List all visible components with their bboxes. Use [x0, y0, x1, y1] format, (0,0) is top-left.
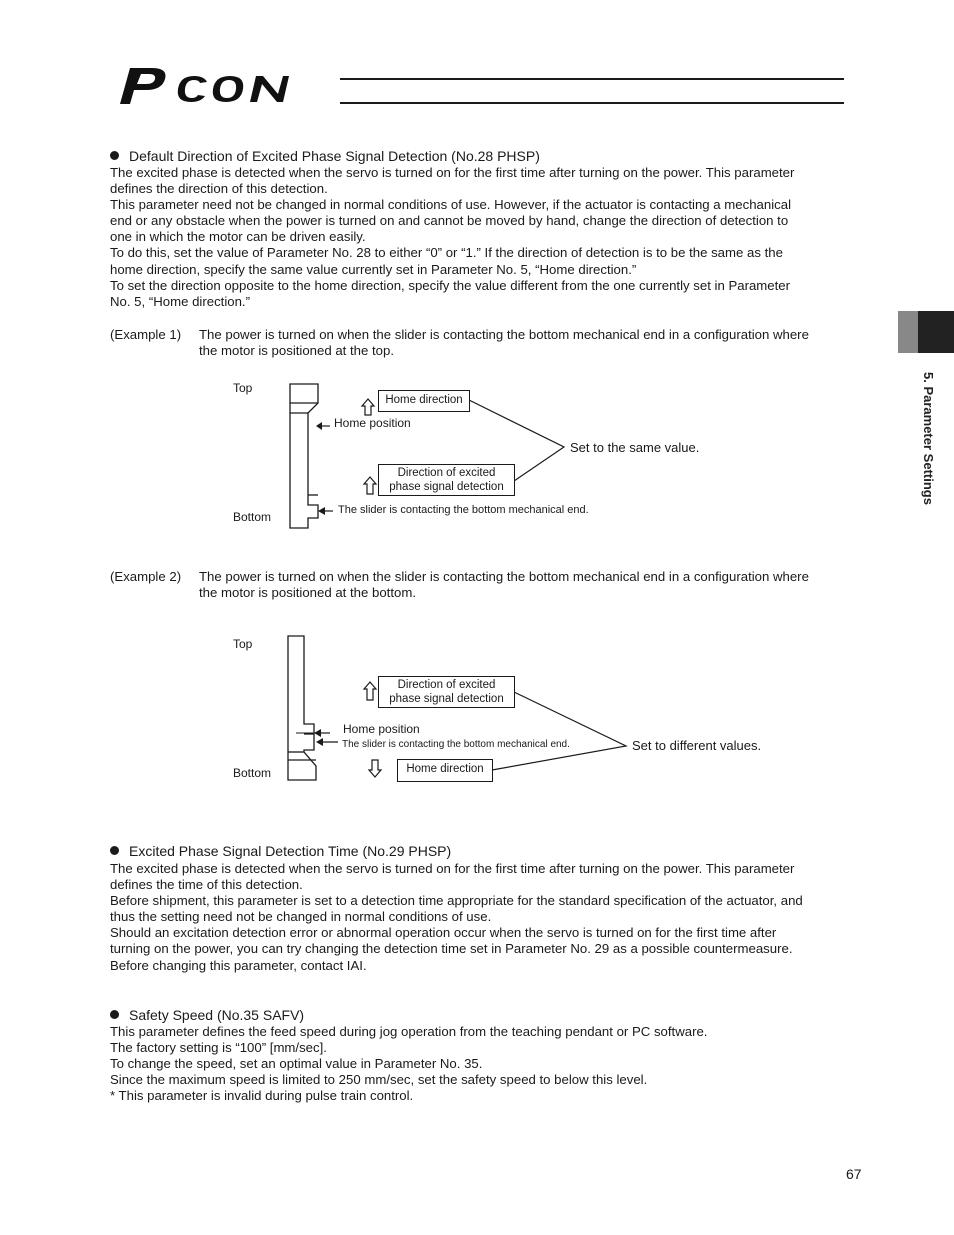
box-text: Direction of excited	[397, 467, 496, 479]
example1-text	[199, 327, 849, 359]
body-line: defines the time of this detection.	[110, 877, 303, 893]
box-text: Home direction	[406, 763, 484, 775]
slider-note: The slider is contacting the bottom mechanical end.	[338, 504, 589, 516]
excited-direction-box	[378, 676, 515, 708]
side-tab-label: 5. Parameter Settings	[921, 372, 936, 505]
body-line: Before shipment, this parameter is set to a detection time appropriate for the standard specification of the actuator, and	[110, 893, 803, 909]
example1-label: (Example 1)	[110, 327, 182, 342]
excited-direction-box	[378, 464, 515, 496]
diagram-top-label: Top	[233, 637, 253, 651]
body-line: The excited phase is detected when the servo is turned on for the first time after turning on the power. This parameter	[110, 861, 795, 876]
up-arrow-icon	[364, 477, 376, 494]
example2-text	[199, 569, 849, 601]
section1-body	[110, 165, 850, 310]
arrowhead	[314, 729, 321, 737]
diagram-bottom-label: Bottom	[233, 766, 272, 780]
heading-text: Excited Phase Signal Detection Time (No.29 PHSP)	[129, 843, 452, 859]
up-arrow-icon	[364, 682, 376, 700]
example-line: The power is turned on when the slider is contacting the bottom mechanical end in a configuration where	[199, 569, 809, 584]
section-heading-phsp-time	[110, 843, 451, 859]
actuator-outline	[288, 636, 316, 780]
arrowhead	[316, 422, 322, 430]
body-line: Before changing this parameter, contact IAI.	[110, 957, 367, 973]
section-heading-safety-speed	[110, 1007, 304, 1023]
side-tab-dark	[918, 311, 954, 353]
diagram-bottom-label: Bottom	[233, 510, 272, 524]
body-line: * This parameter is invalid during pulse train control.	[110, 1088, 414, 1104]
body-line: This parameter defines the feed speed during jog operation from the teaching pendant or PC software.	[110, 1024, 708, 1039]
arrowhead	[316, 738, 323, 746]
pcon-logo	[112, 62, 342, 108]
bullet-icon	[110, 846, 119, 855]
body-line: The excited phase is detected when the servo is turned on for the first time after turning on the power. This parameter	[110, 165, 795, 180]
down-arrow-icon	[369, 760, 381, 777]
home-position-label: Home position	[334, 416, 411, 430]
body-line: To change the speed, set an optimal value in Parameter No. 35.	[110, 1056, 483, 1072]
result-label: Set to the same value.	[570, 440, 700, 455]
body-line: No. 5, “Home direction.”	[110, 293, 250, 309]
home-direction-box	[397, 759, 493, 782]
header-rule-top	[340, 78, 844, 80]
body-line: To set the direction opposite to the home direction, specify the value different from the one currently set in Parameter	[110, 277, 791, 293]
example-line: The power is turned on when the slider is contacting the bottom mechanical end in a configuration where	[199, 327, 809, 342]
section-heading-phsp-direction	[110, 148, 540, 164]
actuator-outline	[290, 384, 318, 528]
header-rule-bottom	[340, 102, 844, 104]
body-line: Should an excitation detection error or abnormal operation occur when the servo is turned on for the first time after	[110, 925, 777, 941]
box-text: Direction of excited	[397, 679, 496, 691]
heading-text: Default Direction of Excited Phase Signal Detection (No.28 PHSP)	[129, 148, 540, 164]
body-line: turning on the power, you can try changing the detection time set in Parameter No. 29 as a possible countermeasure.	[110, 941, 793, 957]
body-line: end or any obstacle when the power is turned on and cannot be moved by hand, change the direction of detection to	[110, 213, 789, 229]
page-number: 67	[846, 1166, 862, 1182]
box-text: phase signal detection	[389, 481, 504, 493]
bullet-icon	[110, 1010, 119, 1019]
diagram-top-label: Top	[233, 381, 253, 395]
body-line: one in which the motor can be driven easily.	[110, 229, 366, 245]
up-arrow-icon	[362, 399, 374, 415]
side-tab-light	[898, 311, 918, 353]
bullet-icon	[110, 151, 119, 160]
home-position-label: Home position	[343, 722, 420, 736]
body-line: home direction, specify the same value currently set in Parameter No. 5, “Home direction.”	[110, 261, 637, 277]
body-line: This parameter need not be changed in normal conditions of use. However, if the actuator is contacting a mechanical	[110, 197, 792, 213]
heading-text: Safety Speed (No.35 SAFV)	[129, 1007, 305, 1023]
example2-label: (Example 2)	[110, 569, 182, 584]
box-text: phase signal detection	[389, 693, 504, 705]
body-line: defines the direction of this detection.	[110, 181, 328, 197]
result-label: Set to different values.	[632, 738, 762, 753]
example-line: the motor is positioned at the top.	[199, 343, 394, 359]
section3-body	[110, 1024, 850, 1104]
section2-body	[110, 861, 850, 974]
example-line: the motor is positioned at the bottom.	[199, 585, 416, 601]
body-line: Since the maximum speed is limited to 250 mm/sec, set the safety speed to below this level.	[110, 1072, 648, 1088]
body-line: thus the setting need not be changed in normal conditions of use.	[110, 909, 492, 925]
arrowhead	[318, 507, 325, 515]
slider-note: The slider is contacting the bottom mechanical end.	[342, 739, 570, 750]
body-line: To do this, set the value of Parameter No. 28 to either “0” or “1.” If the direction of detection is to be the same as the	[110, 245, 783, 261]
box-text: Home direction	[385, 394, 463, 406]
home-direction-box	[378, 390, 470, 412]
body-line: The factory setting is “100” [mm/sec].	[110, 1040, 327, 1056]
pcon-logo-graphic	[112, 62, 342, 108]
